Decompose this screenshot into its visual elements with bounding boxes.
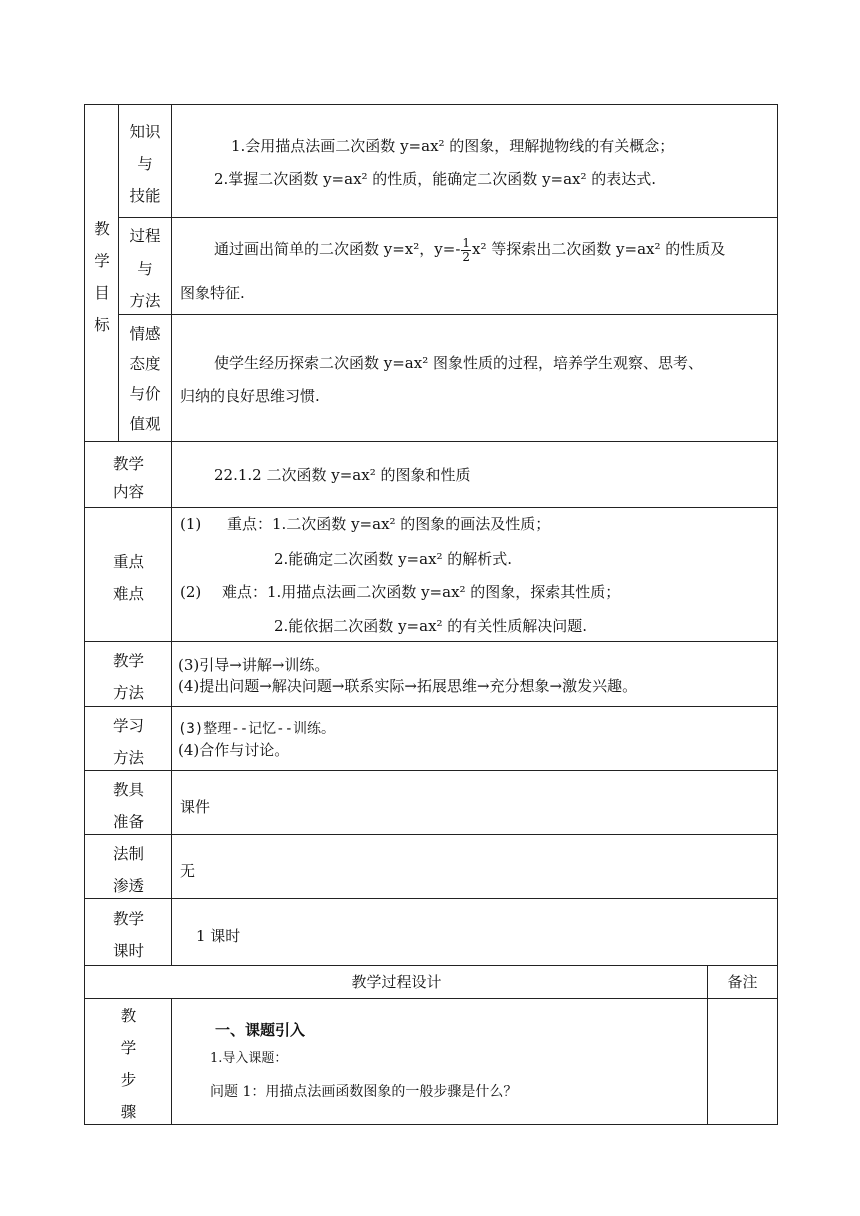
content-text: 22.1.2 二次函数 y=ax² 的图象和性质 [214, 466, 471, 484]
emotion-line-1: 使学生经历探索二次函数 y=ax² 图象性质的过程，培养学生观察、思考、 [214, 354, 703, 372]
process-design-title: 教学过程设计 [351, 973, 442, 991]
key-point-2-a: 难点：1.用描点法画二次函数 y=ax² 的图象，探索其性质； [222, 583, 621, 601]
teaching-method-line-2: (4)提出问题→解决问题→联系实际→拓展思维→充分想象→激发兴趣。 [178, 677, 638, 695]
knowledge-line-1: 1.会用描点法画二次函数 y=ax² 的图象，理解抛物线的有关概念； [231, 137, 675, 155]
key-point-2-number: (2) [180, 583, 202, 601]
steps-question: 问题 1：用描点法画函数图象的一般步骤是什么？ [210, 1084, 518, 1100]
hours-text: 1 课时 [196, 927, 241, 945]
lesson-plan-page: 教 学 目 标 知识 与 技能 1.会用描点法画二次函数 y=ax² 的图象，理解抛物线的有关概念； 2.掌握二次函数 y=ax² 的性质，能确定二次函数 y=ax² 的表达式. 过程 与 方法 通过画出简单的二次函数 y=x²，y=- $\frac{1}{2}$ x² 等探索出二次函数 y=ax² 的性质及 图象特征. 情感 态度 与价 值观 使学生经历探索二次函数 y=ax² 图象性质的过程，培养学生观察、思考、 归纳的良好思维习惯. 教学 内容 22.1.2 二次函数 y=ax² 的图象和性质 重点 难点 (1) 重点：1.二次函数 y=ax² 的图象的画法及性质； 2.能确定二次函数 y=ax² 的解析式. (2) 难点：1.用描点法画二次函数 y=ax² 的图象，探索其性质； 2.能依据二次函数 y=ax² 的有关性质解决问题. 教学 方法 (3)引导→讲解→训练。 (4)提出问题→解决问题→联系实际→拓展思维→充分想象→激发兴趣。 学习 方法 (3)整理--记忆--训练。 (4)合作与讨论。 教具 准备 课件 法制 渗透 无 教学 课时 1 课时 教学过程设计 备注 教 学 步 骤 一、课题引入 1.导入课题： 问题 1：用描点法画函数图象的一般步骤是什么？ [0, 0, 860, 1216]
key-point-2-b: 2.能依据二次函数 y=ax² 的有关性质解决问题. [274, 617, 588, 635]
steps-heading: 一、课题引入 [215, 1021, 306, 1039]
process-line-1: 通过画出简单的二次函数 y=x²，y=- $\frac{1}{2}$ x² 等探索出二次函数 y=ax² 的性质及 [214, 235, 726, 264]
law-text: 无 [180, 862, 196, 880]
remark-header: 备注 [727, 973, 758, 991]
tools-text: 课件 [180, 798, 211, 816]
process-line-2: 图象特征. [180, 284, 245, 302]
steps-sub: 1.导入课题： [210, 1051, 288, 1066]
key-point-1-number: (1) [180, 515, 202, 533]
knowledge-line-2: 2.掌握二次函数 y=ax² 的性质，能确定二次函数 y=ax² 的表达式. [214, 170, 657, 188]
teaching-method-line-1: (3)引导→讲解→训练。 [178, 656, 330, 674]
key-point-1-a: 重点：1.二次函数 y=ax² 的图象的画法及性质； [227, 515, 551, 533]
fraction-one-half: $\frac{1}{2}$ [462, 235, 471, 264]
key-point-1-b: 2.能确定二次函数 y=ax² 的解析式. [274, 550, 513, 568]
learning-method-line-2: (4)合作与讨论。 [178, 741, 290, 759]
emotion-line-2: 归纳的良好思维习惯. [180, 387, 320, 405]
learning-method-line-1: (3)整理--记忆--训练。 [178, 721, 336, 737]
